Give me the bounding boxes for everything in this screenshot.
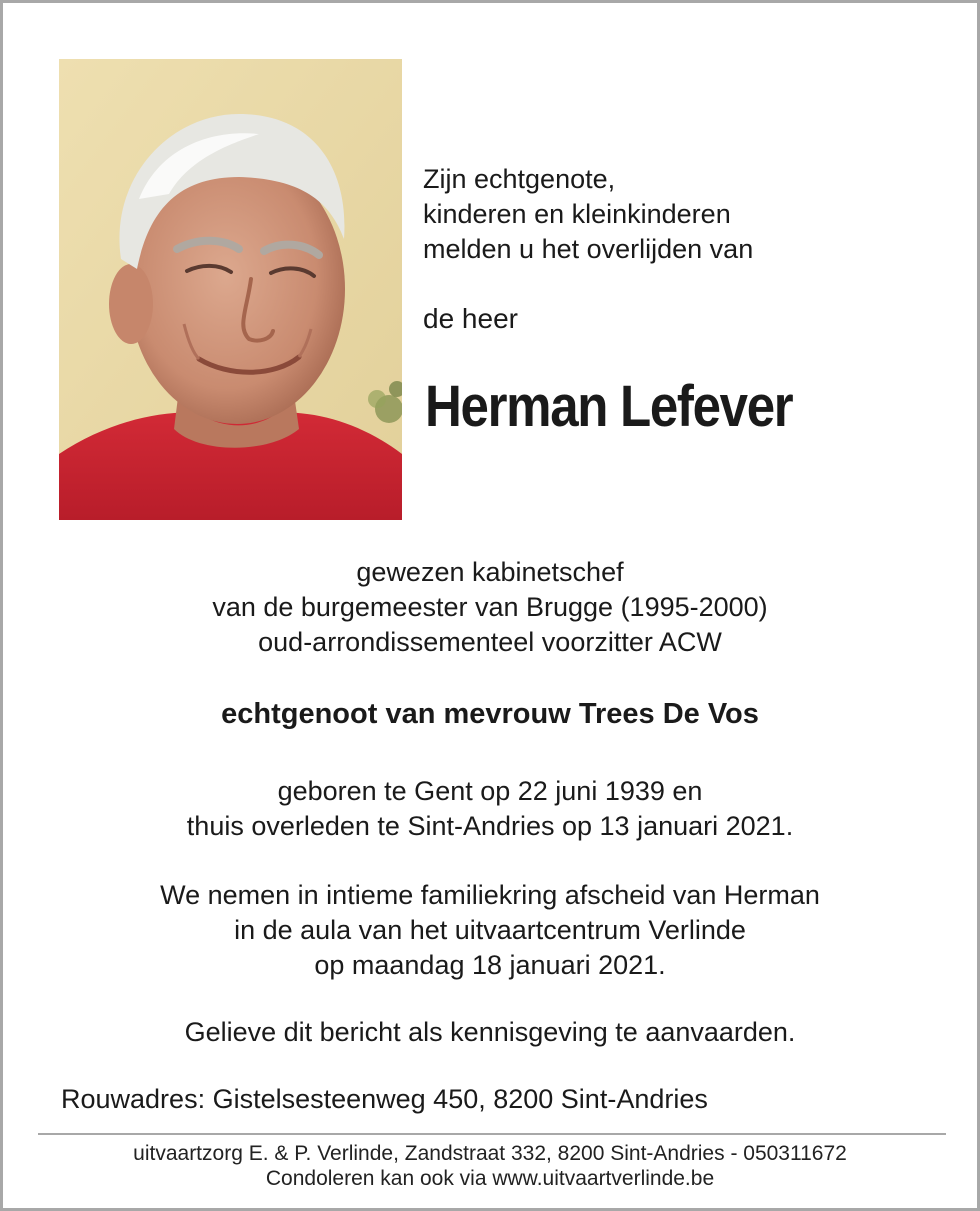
functions-block [3, 555, 977, 660]
notice-line: Gelieve dit bericht als kennisgeving te aanvaarden. [184, 1017, 796, 1047]
ceremony-block [3, 878, 977, 983]
intro-line: Zijn echtgenote, [423, 164, 616, 194]
ceremony-line: in de aula van het uitvaartcentrum Verlinde [234, 915, 746, 945]
function-line: oud-arrondissementeel voorzitter ACW [258, 627, 722, 657]
ceremony-line: op maandag 18 januari 2021. [314, 950, 666, 980]
date-line: thuis overleden te Sint-Andries op 13 januari 2021. [186, 811, 794, 841]
funeral-home-line: uitvaartzorg E. & P. Verlinde, Zandstraat 332, 8200 Sint-Andries - 050311672 [133, 1142, 847, 1165]
function-line: van de burgemeester van Brugge (1995-2000) [212, 592, 768, 622]
portrait-photo [59, 59, 402, 520]
intro-line: kinderen en kleinkinderen [423, 199, 731, 229]
dates-block [3, 774, 977, 844]
intro-line: melden u het overlijden van [423, 234, 754, 264]
footer [3, 1141, 977, 1191]
function-line: gewezen kabinetschef [356, 557, 624, 587]
condolence-link[interactable]: Condoleren kan ook via www.uitvaartverlinde.be [265, 1167, 715, 1190]
spouse-line: echtgenoot van mevrouw Trees De Vos [221, 698, 759, 730]
intro-text [423, 162, 753, 267]
footer-divider [38, 1133, 946, 1135]
date-line: geboren te Gent op 22 juni 1939 en [277, 776, 703, 806]
ceremony-line: We nemen in intieme familiekring afscheid van Herman [160, 880, 820, 910]
mourning-address: Rouwadres: Gistelsesteenweg 450, 8200 Sint-Andries [61, 1084, 708, 1114]
portrait-illustration [59, 59, 402, 520]
deceased-name: Herman Lefever [425, 374, 793, 439]
honorific: de heer [423, 303, 518, 334]
